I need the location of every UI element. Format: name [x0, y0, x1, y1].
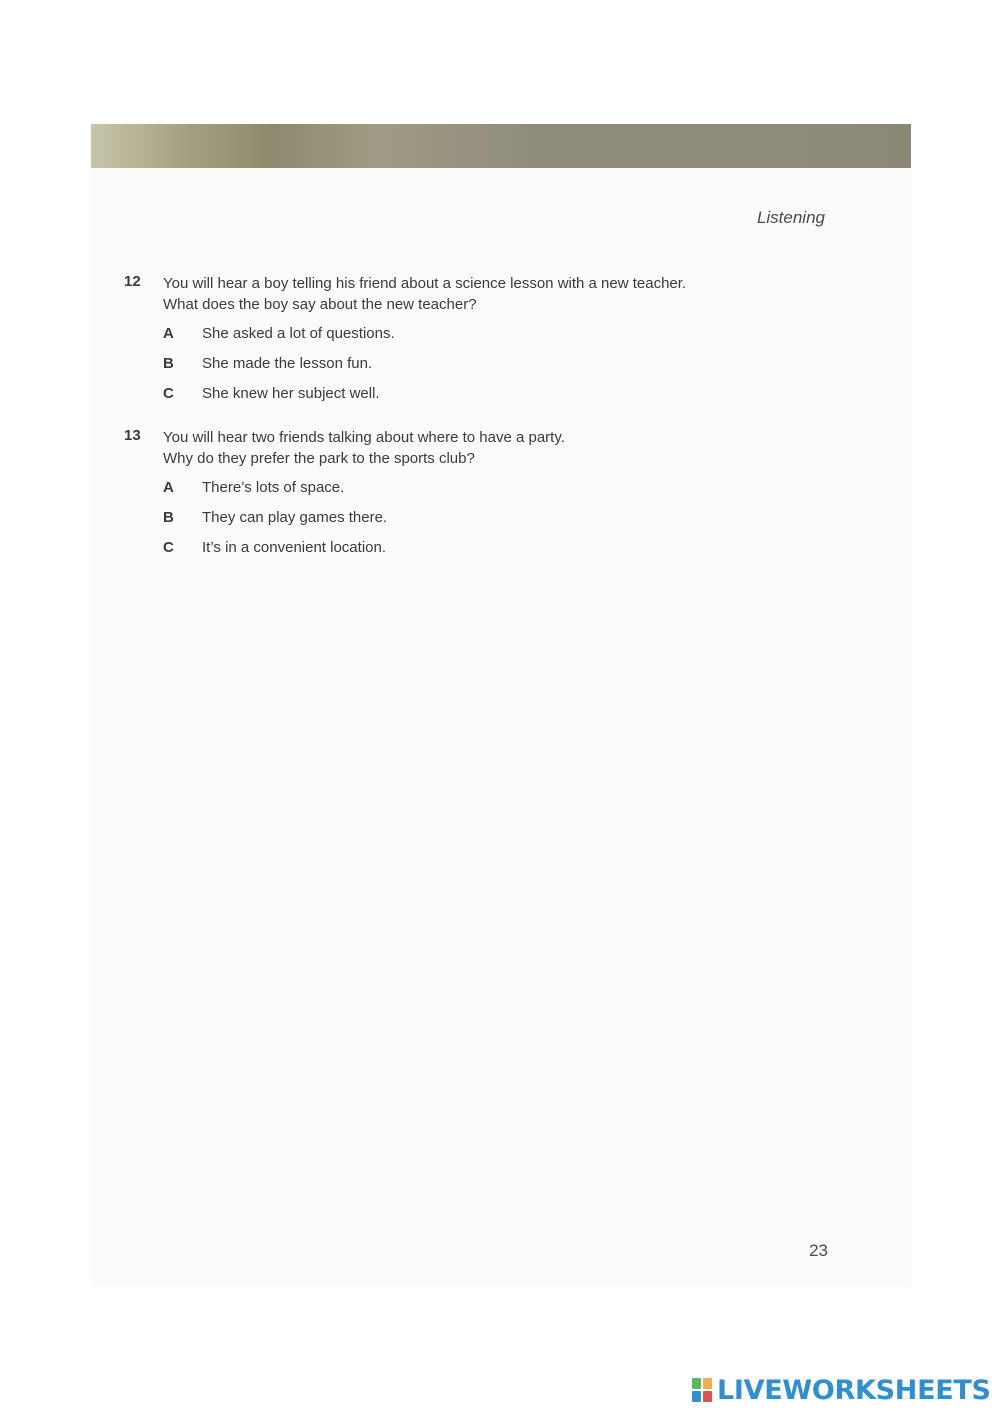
worksheet-page — [91, 124, 911, 1286]
header-band — [91, 124, 911, 168]
option-text: They can play games there. — [202, 509, 388, 526]
option-letter: B — [163, 355, 174, 372]
option-text: There’s lots of space. — [202, 479, 345, 496]
option-letter: A — [163, 479, 174, 496]
option-text: She asked a lot of questions. — [202, 325, 395, 342]
question-12 — [124, 273, 824, 413]
logo-square-green — [692, 1378, 701, 1389]
question-13 — [124, 427, 824, 567]
logo-square-red — [703, 1391, 712, 1402]
liveworksheets-logo-icon — [692, 1378, 712, 1402]
question-prompt-line: You will hear two friends talking about where to have a party. — [163, 429, 565, 446]
page-number: 23 — [809, 1241, 828, 1260]
logo-square-orange — [703, 1378, 712, 1389]
question-prompt-line: You will hear a boy telling his friend about a science lesson with a new teacher. — [163, 275, 687, 292]
option-letter: C — [163, 539, 174, 556]
brand-wordmark: LIVEWORKSHEETS — [717, 1374, 991, 1406]
question-prompt — [163, 273, 686, 315]
option-text: She knew her subject well. — [202, 385, 380, 402]
option-letter: A — [163, 325, 174, 342]
question-prompt-line: What does the boy say about the new teacher? — [163, 296, 477, 313]
section-label: Listening — [756, 208, 825, 227]
option-text: She made the lesson fun. — [202, 355, 373, 372]
question-number: 12 — [124, 273, 141, 290]
question-number: 13 — [124, 427, 141, 444]
logo-square-blue — [692, 1391, 701, 1402]
option-letter: C — [163, 385, 174, 402]
question-prompt-line: Why do they prefer the park to the sports club? — [163, 450, 475, 467]
liveworksheets-brand — [692, 1374, 991, 1406]
question-prompt — [163, 427, 565, 469]
option-letter: B — [163, 509, 174, 526]
option-text: It’s in a convenient location. — [202, 539, 387, 556]
